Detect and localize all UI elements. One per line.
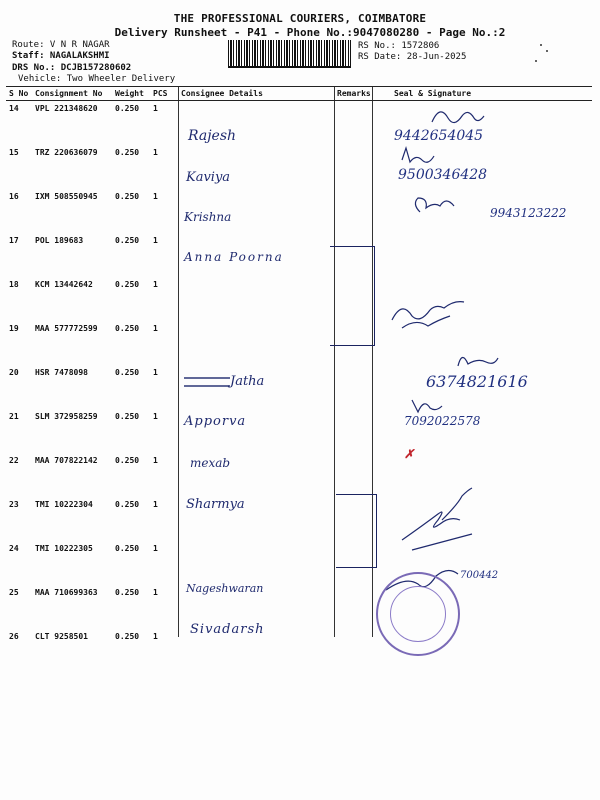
signature-phone: 9442654045 xyxy=(394,128,484,144)
row-consignment-no: CLT 9258501 xyxy=(35,632,88,641)
handwritten-name: Nageshwaran xyxy=(186,582,264,595)
handwritten-name: Jatha xyxy=(230,374,265,389)
row-sno: 22 xyxy=(9,456,19,465)
row-remarks-cell xyxy=(334,585,372,629)
row-consignment-no: TRZ 220636079 xyxy=(35,148,98,157)
row-remarks-cell xyxy=(334,409,372,453)
column-header-consignment: Consignment No xyxy=(32,87,112,101)
row-pcs: 1 xyxy=(153,192,158,201)
row-consignment-no: KCM 13442642 xyxy=(35,280,93,289)
handwritten-name: Krishna xyxy=(184,210,232,224)
row-remarks-cell xyxy=(334,453,372,497)
row-sno: 17 xyxy=(9,236,19,245)
row-consignment-no: TMI 10222304 xyxy=(35,500,93,509)
handwritten-name: Kaviya xyxy=(186,170,231,185)
row-consignment-no: MAA 577772599 xyxy=(35,324,98,333)
red-mark: ✗ xyxy=(404,447,415,461)
column-header-remarks: Remarks xyxy=(334,87,372,101)
row-sno: 16 xyxy=(9,192,19,201)
row-remarks-cell xyxy=(334,189,372,233)
row-consignment-no: MAA 710699363 xyxy=(35,588,98,597)
signature-scribbles xyxy=(372,90,592,650)
rs-number: RS No.: 1572806 xyxy=(358,41,440,51)
signature-scribble-19 xyxy=(392,302,464,328)
signature-scribble-20 xyxy=(458,357,498,366)
stamp-seal xyxy=(376,572,460,656)
handwritten-name: Anna Poorna xyxy=(184,250,284,264)
row-sno: 14 xyxy=(9,104,19,113)
strike-through xyxy=(184,377,230,387)
runsheet-subtitle: Delivery Runsheet - P41 - Phone No.:9047080280 - Page No.:2 xyxy=(114,26,506,39)
row-sno: 20 xyxy=(9,368,19,377)
row-weight: 0.250 xyxy=(115,456,140,465)
row-pcs: 1 xyxy=(153,236,158,245)
row-sno: 15 xyxy=(9,148,19,157)
row-weight: 0.250 xyxy=(115,368,140,377)
handwritten-name: Apporva xyxy=(184,414,247,429)
row-weight: 0.250 xyxy=(115,588,140,597)
signature-scribble-15 xyxy=(402,148,434,162)
row-sno: 18 xyxy=(9,280,19,289)
row-sno: 26 xyxy=(9,632,19,641)
drs-label: DRS No.: DCJB157280602 xyxy=(12,63,132,73)
row-sno: 21 xyxy=(9,412,19,421)
row-weight: 0.250 xyxy=(115,632,140,641)
row-sno: 23 xyxy=(9,500,19,509)
row-weight: 0.250 xyxy=(115,280,140,289)
row-pcs: 1 xyxy=(153,368,158,377)
vehicle-label: Vehicle: Two Wheeler Delivery xyxy=(18,74,176,84)
row-weight: 0.250 xyxy=(115,148,140,157)
stamp-inner-ring xyxy=(390,586,446,642)
row-weight: 0.250 xyxy=(115,104,140,113)
handwritten-name: Sivadarsh xyxy=(190,622,265,637)
route-label: Route: V N R NAGAR xyxy=(12,40,110,50)
row-pcs: 1 xyxy=(153,280,158,289)
row-pcs: 1 xyxy=(153,456,158,465)
barcode xyxy=(228,40,351,66)
company-title: THE PROFESSIONAL COURIERS, COIMBATORE xyxy=(173,12,427,25)
row-remarks-cell xyxy=(334,101,372,146)
row-sno: 24 xyxy=(9,544,19,553)
row-consignment-no: TMI 10222305 xyxy=(35,544,93,553)
row-sno: 25 xyxy=(9,588,19,597)
signature-phone: 9500346428 xyxy=(398,167,488,183)
signature-phone: 700442 xyxy=(460,570,499,581)
row-pcs: 1 xyxy=(153,632,158,641)
staff-label: Staff: NAGALAKSHMI xyxy=(12,51,110,61)
scan-dot xyxy=(540,44,542,46)
signature-phone: 7092022578 xyxy=(404,414,481,428)
row-pcs: 1 xyxy=(153,588,158,597)
row-pcs: 1 xyxy=(153,500,158,509)
handwritten-name: mexab xyxy=(190,456,231,470)
column-header-weight: Weight xyxy=(112,87,150,101)
signature-scribble-24 xyxy=(402,488,472,550)
row-consignment-no: HSR 7478098 xyxy=(35,368,88,377)
row-weight: 0.250 xyxy=(115,412,140,421)
group-bracket xyxy=(330,246,375,346)
handwritten-name: Sharmya xyxy=(186,497,245,512)
row-weight: 0.250 xyxy=(115,236,140,245)
barcode-underline xyxy=(228,66,351,68)
row-remarks-cell xyxy=(334,629,372,673)
signature-phone: 6374821616 xyxy=(426,372,528,391)
row-sno: 19 xyxy=(9,324,19,333)
column-header-consignee: Consignee Details xyxy=(178,87,334,101)
row-weight: 0.250 xyxy=(115,324,140,333)
signature-scribble-14 xyxy=(432,112,484,123)
column-header-signature: Seal & Signature xyxy=(372,87,592,101)
row-remarks-cell xyxy=(334,365,372,409)
row-pcs: 1 xyxy=(153,412,158,421)
signature-phone: 9943123222 xyxy=(490,206,567,220)
row-consignee-cell xyxy=(178,321,334,365)
row-pcs: 1 xyxy=(153,544,158,553)
scan-dot xyxy=(546,50,548,52)
row-consignment-no: IXM 508550945 xyxy=(35,192,98,201)
row-remarks-cell xyxy=(334,145,372,189)
row-consignment-no: MAA 707822142 xyxy=(35,456,98,465)
row-consignment-no: SLM 372958259 xyxy=(35,412,98,421)
column-header-sno: S No xyxy=(6,87,32,101)
row-weight: 0.250 xyxy=(115,544,140,553)
row-weight: 0.250 xyxy=(115,500,140,509)
signature-scribble-16 xyxy=(415,198,454,212)
row-consignment-no: VPL 221348620 xyxy=(35,104,98,113)
row-consignee-cell xyxy=(178,541,334,585)
handwritten-name: Rajesh xyxy=(188,128,237,144)
row-pcs: 1 xyxy=(153,148,158,157)
rs-date: RS Date: 28-Jun-2025 xyxy=(358,52,467,62)
row-pcs: 1 xyxy=(153,104,158,113)
row-pcs: 1 xyxy=(153,324,158,333)
group-bracket xyxy=(336,494,377,568)
scan-dot xyxy=(535,60,537,62)
row-weight: 0.250 xyxy=(115,192,140,201)
signature-scribble-21 xyxy=(412,400,442,412)
row-consignee-cell xyxy=(178,277,334,321)
column-header-pcs: PCS xyxy=(150,87,178,101)
row-consignment-no: POL 189683 xyxy=(35,236,84,245)
